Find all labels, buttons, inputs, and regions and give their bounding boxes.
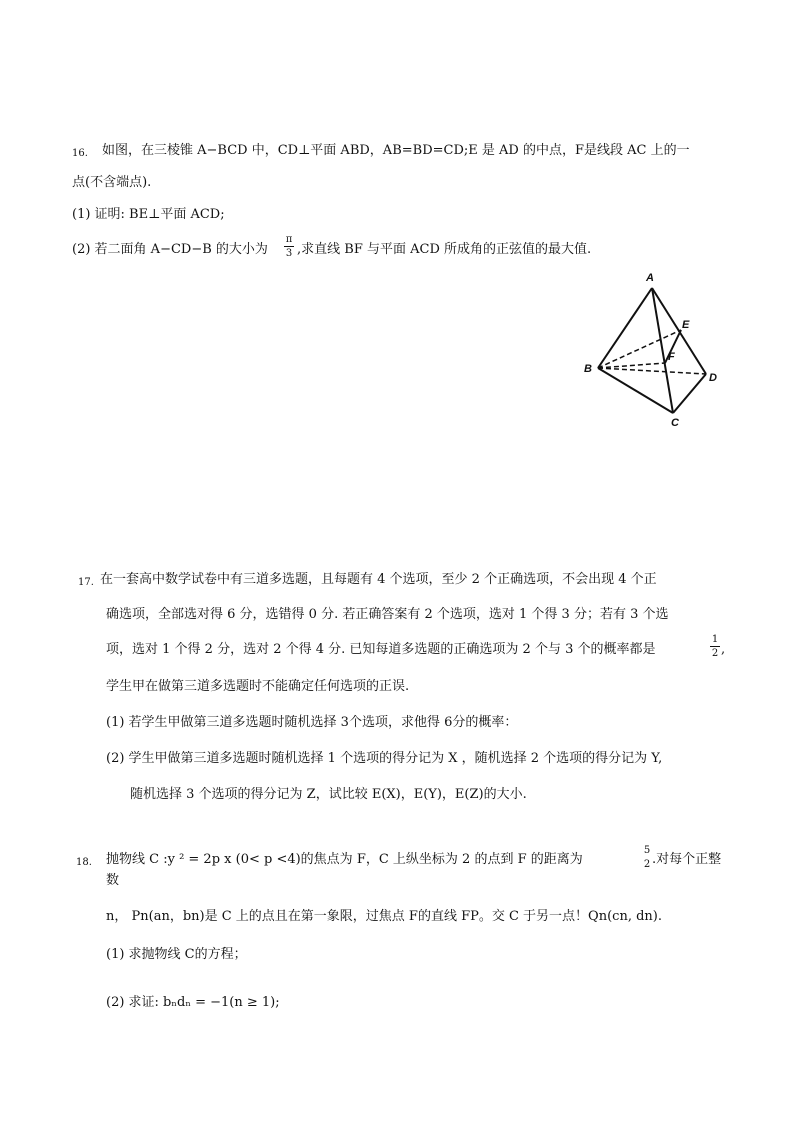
- q17-stem-line4: 学生甲在做第三道多选题时不能确定任何选项的正误.: [106, 679, 410, 694]
- q17-frac-denominator: 2: [711, 648, 719, 659]
- q18-stem-line2: 数: [106, 873, 120, 888]
- label-E: E: [682, 319, 690, 331]
- q16-frac-denominator: 3: [285, 248, 293, 259]
- label-C: C: [671, 417, 679, 429]
- label-D: D: [709, 372, 717, 384]
- edge-BC: [598, 368, 673, 413]
- q16-part2-pre: (2) 若二面角 A−CD−B 的大小为: [72, 242, 268, 257]
- q18-fraction: [642, 845, 652, 870]
- edge-CD: [673, 374, 706, 413]
- q16-stem-line2: 点(不含端点).: [72, 175, 152, 190]
- q17-part2-line1: (2) 学生甲做第三道多选题时随机选择 1 个选项的得分记为 X ，随机选择 2 个选项的得分记为 Y,: [106, 751, 663, 766]
- edge-BD-dashed: [598, 368, 706, 374]
- q18-frac-denominator: 2: [643, 859, 651, 870]
- q18-part1: (1) 求抛物线 C的方程；: [106, 947, 247, 962]
- q17-stem-line1: 在一套高中数学试卷中有三道多选题，且每题有 4 个选项，至少 2 个正确选项，不会出现 4 个正: [100, 572, 657, 587]
- q17-frac-numerator: 1: [711, 634, 719, 645]
- q16-part2-fraction: [284, 234, 294, 259]
- q18-frac-numerator: 5: [643, 845, 651, 856]
- q17-part1: (1) 若学生甲做第三道多选题时随机选择 3个选项，求他得 6分的概率：: [106, 715, 518, 730]
- q16-frac-numerator: π: [285, 234, 293, 245]
- q17-fraction: [710, 634, 720, 659]
- label-B: B: [584, 363, 592, 375]
- q18-number: 18.: [76, 857, 92, 868]
- q18-stem-line1-pre: 抛物线 C :y ² = 2p x (0< p <4)的焦点为 F，C 上纵坐标为 2 的点到 F 的距离为: [106, 852, 583, 867]
- q17-stem-line3-pre: 项，选对 1 个得 2 分，选对 2 个得 4 分. 已知每道多选题的正确选项为 2 个与 3 个的概率都是: [106, 642, 656, 657]
- q17-stem-line3-post: ,: [721, 642, 726, 657]
- q16-number: 16.: [72, 148, 88, 159]
- q16-part1: (1) 证明: BE⊥平面 ACD;: [72, 207, 225, 222]
- q17-stem-line2: 确选项，全部选对得 6 分，选错得 0 分. 若正确答案有 2 个选项，选对 1 个得 3 分；若有 3 个选: [106, 607, 669, 622]
- q18-stem-line1-post: .对每个正整: [652, 852, 722, 867]
- label-A: A: [646, 272, 654, 284]
- q16-stem-line1: 如图，在三棱锥 A−BCD 中，CD⊥平面 ABD，AB=BD=CD;E 是 AD 的中点，F是线段 AC 上的一: [102, 143, 690, 158]
- q18-stem-line3: n， Pn(an，bn)是 C 上的点且在第一象限，过焦点 F的直线 FP。交 C 于另一点！Qn(cn, dn).: [106, 909, 662, 924]
- q17-number: 17.: [78, 577, 94, 588]
- q18-part2: (2) 求证: bₙdₙ = −1(n ≥ 1);: [106, 995, 280, 1010]
- tetrahedron-figure: [578, 268, 728, 433]
- q16-part2-post: ,求直线 BF 与平面 ACD 所成角的正弦值的最大值.: [297, 242, 592, 257]
- q17-part2-line2: 随机选择 3 个选项的得分记为 Z，试比较 E(X)，E(Y)，E(Z)的大小.: [130, 787, 527, 802]
- edge-AB: [598, 288, 652, 368]
- label-F: F: [668, 351, 675, 363]
